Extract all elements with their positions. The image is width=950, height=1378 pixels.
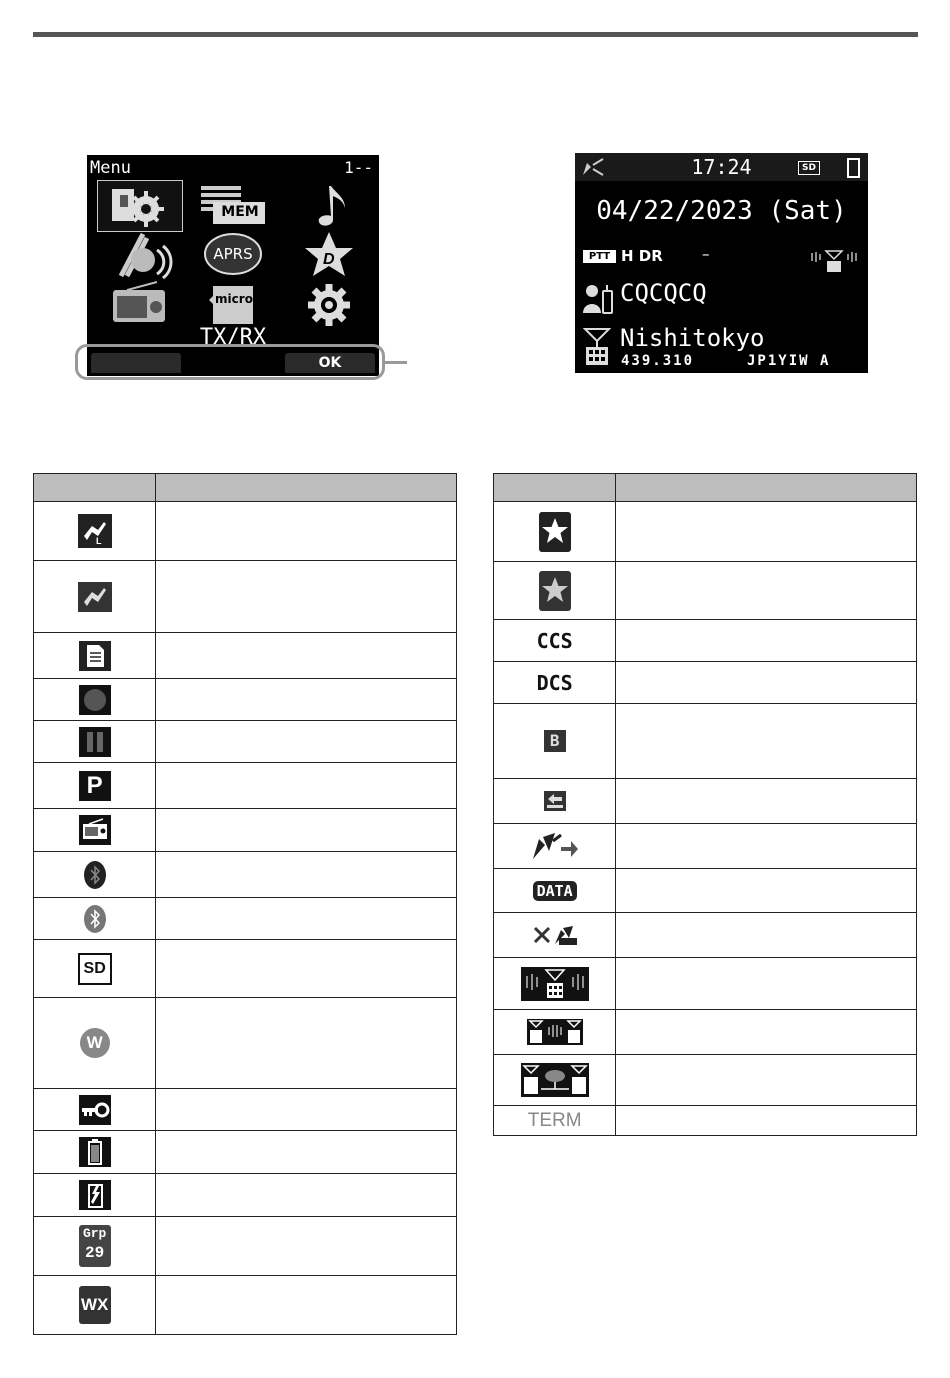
table-row [34,1131,457,1174]
header-icon-column [34,474,156,502]
ccs-icon: CCS [536,628,573,653]
table-row [494,824,917,869]
wx-icon: WX [79,1286,111,1324]
dcs-icon: DCS [536,670,573,695]
frequency-display: 439.310 [621,353,695,369]
menu-screen [87,155,379,376]
cross-satellite-icon [531,922,579,948]
table-row [34,898,457,940]
table-row [34,502,457,561]
right-icon-table [493,473,917,1136]
gateway-icon [521,1063,589,1097]
dstar-box-icon [539,512,571,552]
menu-page-indicator: 1-- [344,158,373,177]
table-row [494,502,917,562]
header-description-column [156,474,457,502]
left-table-header [34,474,457,502]
return-icon [544,791,566,811]
table-row [494,704,917,779]
top-rule [33,32,918,37]
key-lock-icon [79,1095,111,1125]
mem-label: MEM [221,204,259,220]
destination-call: CQCQCQ [620,279,707,307]
table-row [34,763,457,809]
dstar-icon[interactable] [287,230,371,280]
repeater-icon [583,327,611,367]
microsd-icon[interactable] [191,280,275,330]
group-icon: Grp 29 [79,1225,111,1267]
satellite-send-icon [531,831,579,861]
sd-status-icon: SD [798,161,820,175]
table-row [494,1106,917,1136]
b-icon: B [544,730,566,752]
repeater-name: Nishitokyo [620,324,765,352]
callout-line [385,361,407,364]
table-row [34,1174,457,1217]
charging-icon [79,1180,111,1210]
document-icon [79,641,111,671]
p-icon: P [79,771,111,801]
repeater-callsign: JP1YIW A [747,353,831,369]
person-icon [583,281,615,317]
micro-label: micro [215,292,253,306]
table-row [494,1055,917,1106]
svg-text:D: D [323,251,335,268]
table-row [494,620,917,662]
table-row [34,809,457,852]
clock-time: 17:24 [691,155,752,179]
table-row [34,998,457,1089]
pause-icon [79,727,111,757]
bluetooth-dark-icon [83,860,107,890]
data-icon: DATA [533,881,577,901]
battery-status-icon [847,158,860,178]
battery-icon [79,1137,111,1167]
left-icon-table [33,473,457,1335]
mode-display: H DR [621,247,663,265]
table-row [494,913,917,958]
gear-icon[interactable] [287,280,371,330]
settings-icon[interactable] [97,180,183,232]
table-row [34,721,457,763]
dash-display: – [702,245,710,263]
term-icon: TERM [527,1109,582,1131]
header-description-column [616,474,917,502]
header-icon-column [494,474,616,502]
table-row [494,1010,917,1055]
gps-logger-icon [78,514,112,548]
table-row [34,1089,457,1131]
table-row [494,562,917,620]
table-row [34,1217,457,1276]
aprs-icon[interactable] [191,230,275,280]
table-row [34,679,457,721]
table-row [494,779,917,824]
radio-small-icon [79,815,111,845]
date-display: 04/22/2023 (Sat) [596,196,847,226]
selected-menu-label: TX/RX [199,325,267,350]
table-row [494,958,917,1010]
menu-title: Menu [90,158,131,178]
ptt-badge: PTT [583,250,616,263]
repeater-signal-status-icon [808,249,860,273]
gps-icon [78,582,112,612]
radio-icon[interactable] [97,280,181,330]
table-row [494,662,917,704]
repeater-signal-icon [521,967,589,1001]
status-screen [575,153,868,373]
repeater-link-icon [527,1019,583,1045]
table-row [34,1276,457,1335]
aprs-label: APRS [213,245,253,263]
table-row [34,940,457,998]
svg-text:L: L [95,536,102,546]
satellite-icon[interactable] [97,230,181,280]
right-table-header [494,474,917,502]
dstar-r-icon [539,571,571,611]
softkey-ok[interactable]: OK [285,353,375,373]
music-icon[interactable] [287,180,371,230]
bluetooth-light-icon [83,904,107,934]
memory-icon[interactable] [191,180,275,230]
w-icon: W [80,1028,110,1058]
table-row [34,633,457,679]
table-row [34,561,457,633]
sd-card-icon: SD [78,953,112,985]
softkey-highlight [75,344,385,380]
record-icon [79,685,111,715]
table-row [494,869,917,913]
table-row [34,852,457,898]
